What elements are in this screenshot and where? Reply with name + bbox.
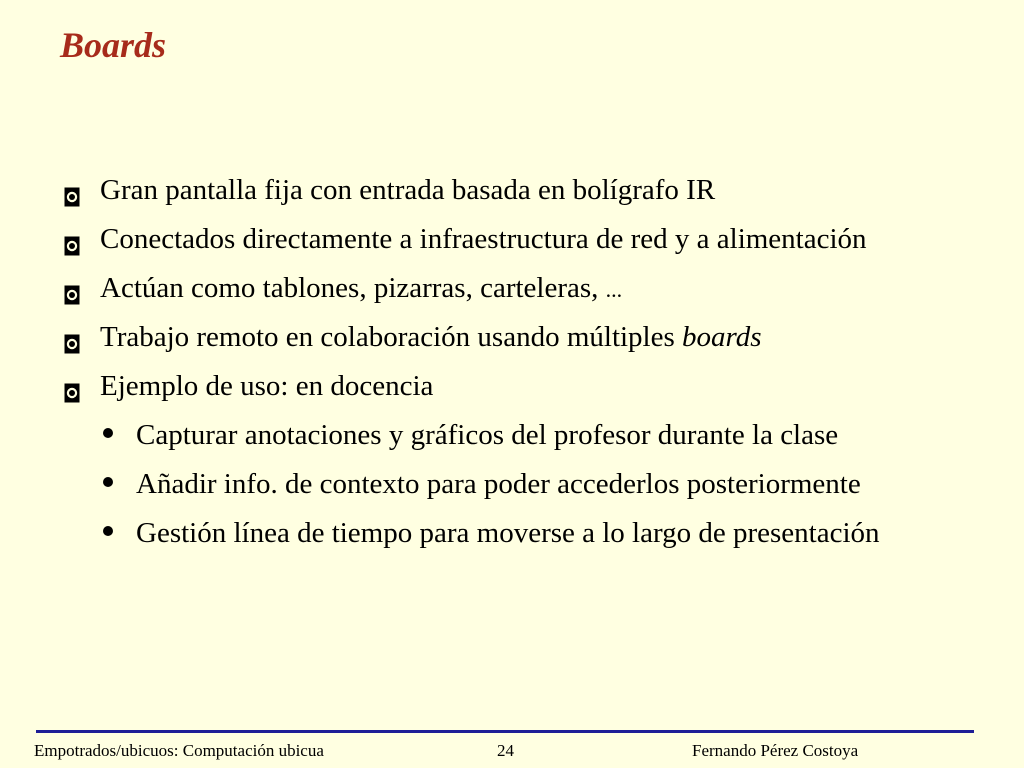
- bullet-text-italic: boards: [682, 321, 762, 353]
- footer-divider: [36, 730, 974, 733]
- bullet-text: Gran pantalla fija con entrada basada en bolígrafo IR: [100, 174, 716, 206]
- slide-title: Boards: [60, 25, 167, 65]
- sub-bullet-text: Capturar anotaciones y gráficos del profesor durante la clase: [136, 419, 839, 451]
- bullet-text: [100, 319, 762, 355]
- sub-bullet-text: Gestión línea de tiempo para moverse a lo largo de presentación: [136, 517, 880, 549]
- footer-course-title: Empotrados/ubicuos: Computación ubicua: [34, 741, 324, 760]
- bullet-text-main: Actúan como tablones, pizarras, carteleras,: [100, 272, 606, 304]
- square-circle-bullet-icon: [64, 278, 80, 298]
- dot-bullet-icon: [100, 466, 120, 502]
- square-circle-bullet-icon: [64, 229, 80, 249]
- square-circle-bullet-icon: [64, 327, 80, 347]
- bullet-text: [100, 270, 622, 308]
- sub-bullet-text: Añadir info. de contexto para poder accederlos posteriormente: [136, 468, 861, 500]
- bullet-text: Conectados directamente a infraestructura de red y a alimentación: [100, 223, 867, 255]
- dot-bullet-icon: [100, 417, 120, 453]
- footer-page-number: 24: [497, 741, 514, 760]
- footer-author: Fernando Pérez Costoya: [692, 741, 859, 760]
- bullet-text: Ejemplo de uso: en docencia: [100, 370, 434, 402]
- bullet-text-main: Trabajo remoto en colaboración usando múltiples: [100, 321, 683, 353]
- square-circle-bullet-icon: [64, 376, 80, 396]
- dot-bullet-icon: [100, 515, 120, 551]
- bullet-text-ellipsis: ...: [605, 277, 623, 302]
- square-circle-bullet-icon: [64, 180, 80, 200]
